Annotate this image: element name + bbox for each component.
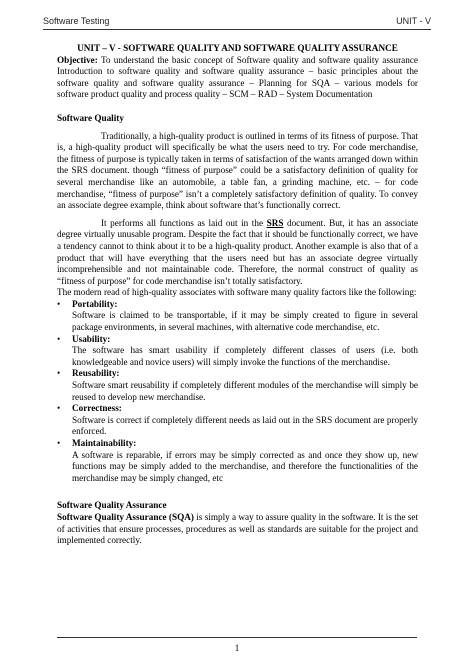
sqa-heading: Software Quality Assurance (57, 500, 167, 511)
sqa-text: is simply a way to assure quality in the software. It is the set of activities that ensure processes, procedures as well as standards are suitable for the project and implemented correctly. (57, 511, 418, 546)
footer-divider (57, 637, 417, 638)
bullet: • (57, 438, 61, 448)
bullet: • (57, 368, 61, 379)
factor-desc: The software has smart usability if completely different classes of users (i.e. both knowledgeable and novice users) will simply invoke the functions of the merchandise. (72, 345, 418, 367)
factor-term: Correctness: (72, 403, 122, 414)
page-number: 1 (234, 643, 240, 653)
sq-paragraph-1: Traditionally, a high-quality product is outlined in terms of its fitness of purpose. That is, a high-quality product will specifically be what the users need to try. For code merchandise, the fitness of purpose is typically taken in terms of satisfaction of the wants arranged down within the SRS document. though “fitness of purpose” could be a satisfactory definition of quality for several merchandise like an automobile, a table fan, a grinding machine, etc. – for code merchandise, “fitness of purpose” isn’t a completely satisfactory definition of quality. To convey an associate degree example, think about software that’s functionally correct. (57, 130, 418, 211)
factor-term: Usability: (72, 333, 111, 344)
list-item (57, 403, 418, 438)
sqa-label: Software Quality Assurance (SQA) (57, 511, 194, 522)
objective-label: Objective: (57, 54, 98, 65)
sq-p2-start: It performs all functions as laid out in the (101, 217, 267, 228)
document-title: UNIT – V - SOFTWARE QUALITY AND SOFTWARE QUALITY ASSURANCE (77, 43, 398, 53)
factor-desc: Software is claimed to be transportable, if it may be simply created to figure in several package environments, in several machines, with alternative code merchandise, etc. (72, 310, 418, 333)
sq-paragraph-3: The modern read of high-quality associates with software many quality factors like the following: (57, 287, 417, 298)
list-item (57, 299, 418, 334)
header-right: UNIT - V (396, 16, 431, 26)
document-body (57, 43, 418, 547)
bullet: • (57, 333, 61, 344)
bullet: • (57, 298, 61, 309)
list-item (57, 438, 418, 484)
srs-link[interactable]: SRS (266, 217, 284, 228)
sqa-paragraph (57, 512, 418, 547)
objective-text: To understand the basic concept of Software quality and software quality assurance Introduction to software quality and software quality assurance – basic principles about the software quality and software quality assurance – Planning for SQA – various models for software product quality and process quality – SCM – RAD – System Documentation (57, 54, 418, 100)
bullet: • (57, 403, 61, 414)
factor-desc: A software is reparable, if errors may be simply corrected as and once they show up, new functions may be simply added to the merchandise, and therefore the functionalities of the merchandise may be simply changed, etc (72, 449, 418, 483)
factor-term: Portability: (72, 298, 118, 309)
software-quality-heading: Software Quality (57, 112, 124, 123)
header-left: Software Testing (43, 16, 110, 26)
quality-factors-list (57, 299, 418, 485)
objective-paragraph (57, 55, 418, 101)
factor-desc: Software is correct if completely different needs as laid out in the SRS document are properly enforced. (72, 414, 418, 437)
page-header (43, 14, 431, 30)
header-divider (43, 29, 431, 30)
factor-term: Maintainability: (72, 438, 137, 448)
factor-desc: Software smart reusability if completely different modules of the merchandise will simply be reused to develop new merchandise. (72, 380, 418, 402)
list-item (57, 368, 418, 403)
sq-paragraph-2 (57, 218, 418, 288)
factor-term: Reusability: (72, 368, 120, 379)
list-item (57, 334, 418, 369)
sq-p2-end: document. But, it has an associate degree virtually unusable program. Despite the fact that it should be functionally correct, we have a tendency cannot to think about it to be a high-quality product. Another example is also that of a product that will have everything that the users need but has an associate degree virtually incomprehensible and not maintainable code. Therefore, the normal construct of quality as “fitness of purpose” for code merchandise isn’t totally satisfactory. (57, 217, 418, 286)
